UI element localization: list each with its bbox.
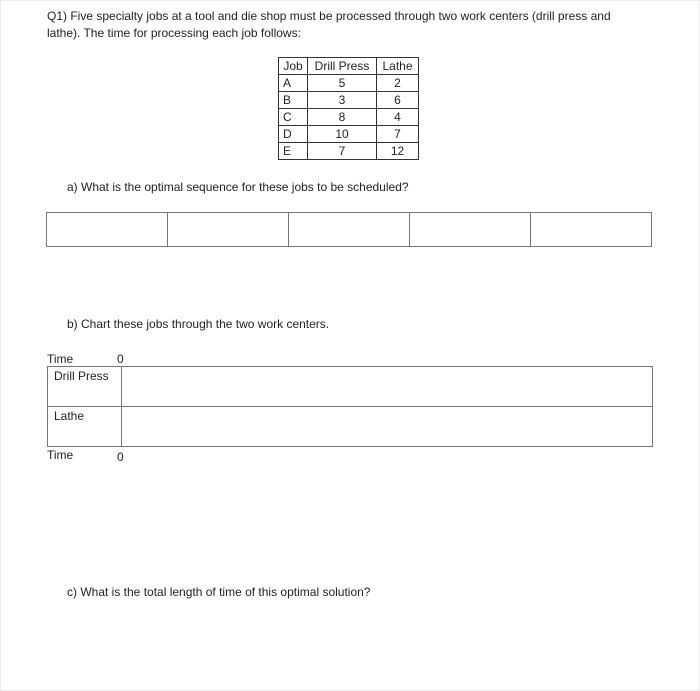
job-cell: A <box>279 75 308 92</box>
drill-press-cell: 8 <box>308 109 377 126</box>
lathe-cell: 2 <box>377 75 419 92</box>
header-lathe: Lathe <box>377 58 419 75</box>
drill-press-cell: 5 <box>308 75 377 92</box>
drill-press-cell: 7 <box>308 143 377 160</box>
table-row <box>279 92 419 109</box>
sequence-slot-5[interactable] <box>531 213 651 246</box>
time-label-bottom: Time <box>47 448 74 462</box>
part-a-question: a) What is the optimal sequence for these jobs to be scheduled? <box>67 180 409 194</box>
lathe-row[interactable] <box>48 407 652 446</box>
gantt-chart <box>47 366 653 447</box>
question-line-2: lathe). The time for processing each job follows: <box>47 26 301 40</box>
drill-press-label: Drill Press <box>54 369 109 383</box>
time-zero-top: 0 <box>117 352 124 366</box>
job-cell: C <box>279 109 308 126</box>
table-header-row <box>279 58 419 75</box>
lathe-cell: 7 <box>377 126 419 143</box>
drill-press-cell: 10 <box>308 126 377 143</box>
question-line-1: Q1) Five specialty jobs at a tool and die shop must be processed through two work centers (drill press and <box>47 9 611 23</box>
table-row <box>279 109 419 126</box>
sequence-slot-3[interactable] <box>289 213 410 246</box>
header-drill-press: Drill Press <box>308 58 377 75</box>
table-row <box>279 143 419 160</box>
label-divider <box>121 367 122 446</box>
job-cell: D <box>279 126 308 143</box>
lathe-label: Lathe <box>54 409 85 423</box>
sequence-answer-boxes <box>46 212 652 247</box>
sequence-slot-1[interactable] <box>47 213 168 246</box>
sequence-slot-4[interactable] <box>410 213 531 246</box>
time-zero-bottom: 0 <box>117 450 124 464</box>
header-job: Job <box>279 58 308 75</box>
part-b-question: b) Chart these jobs through the two work centers. <box>67 317 330 331</box>
drill-press-row[interactable] <box>48 367 652 407</box>
job-cell: E <box>279 143 308 160</box>
lathe-cell: 6 <box>377 92 419 109</box>
lathe-cell: 4 <box>377 109 419 126</box>
drill-press-cell: 3 <box>308 92 377 109</box>
time-label-top: Time <box>47 352 74 366</box>
table-row <box>279 75 419 92</box>
sequence-slot-2[interactable] <box>168 213 289 246</box>
lathe-cell: 12 <box>377 143 419 160</box>
processing-time-table <box>278 57 419 160</box>
table-row <box>279 126 419 143</box>
job-cell: B <box>279 92 308 109</box>
part-c-question: c) What is the total length of time of this optimal solution? <box>67 585 371 599</box>
